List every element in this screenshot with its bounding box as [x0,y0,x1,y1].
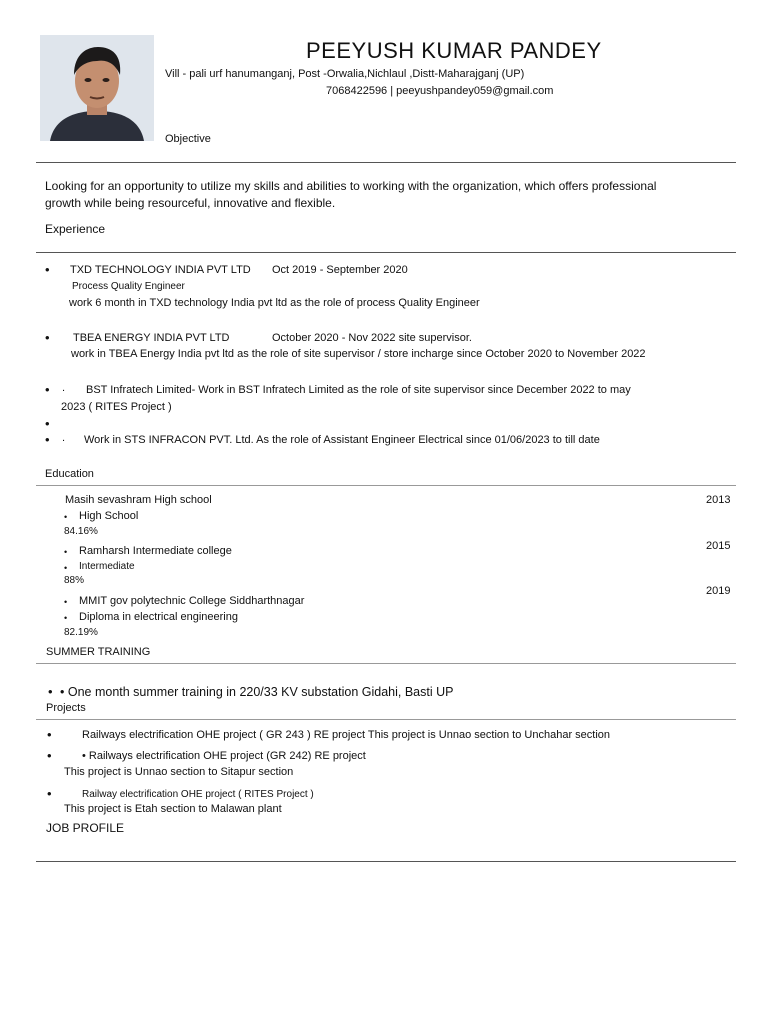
bullet-period: . [62,382,66,394]
project-3-line-1: Railway electrification OHE project ( RITES Project ) [82,789,314,800]
bullet-icon: • [45,416,50,431]
objective-line-2: growth while being resourceful, innovative and flexible. [45,196,336,210]
section-divider [36,485,736,486]
experience-role-1: Process Quality Engineer [72,281,185,292]
education-score-3: 82.19% [64,627,98,638]
training-text: • One month summer training in 220/33 KV substation Gidahi, Basti UP [60,685,454,699]
education-school-1: Masih sevashram High school [65,494,212,506]
bullet-icon: • [64,512,68,522]
job-profile-heading: JOB PROFILE [46,821,125,835]
projects-heading: Projects [46,702,86,714]
contact-info: 7068422596 | peeyushpandey059@gmail.com [326,85,554,97]
bullet-icon: • [64,597,68,607]
objective-line-1: Looking for an opportunity to utilize my skills and abilities to working with the organization, which offers professional [45,179,657,193]
section-divider [36,861,736,862]
experience-company-1: TXD TECHNOLOGY INDIA PVT LTD [70,264,251,276]
bullet-icon: • [47,748,52,763]
education-year-1: 2013 [706,494,731,506]
bullet-icon: • [45,432,50,447]
experience-heading: Experience [45,222,106,236]
project-2-line-2: This project is Unnao section to Sitapur section [64,766,294,778]
address: Vill - pali urf hanumanganj, Post -Orwalia,Nichlaul ,Distt-Maharajganj (UP) [165,68,525,80]
bullet-icon: • [45,330,50,345]
experience-desc-1: work 6 month in TXD technology India pvt ltd as the role of process Quality Engineer [69,297,480,309]
education-heading: Education [45,468,94,480]
education-level-3: Diploma in electrical engineering [79,611,238,623]
experience-desc-2: work in TBEA Energy India pvt ltd as the role of site supervisor / store incharge since October 2020 to November 2022 [71,348,646,360]
education-year-2: 2015 [706,540,731,552]
bullet-icon: • [64,547,68,557]
education-score-1: 84.16% [64,526,98,537]
project-2-line-1: • Railways electrification OHE project (GR 242) RE project [82,750,366,762]
bullet-icon: • [45,262,50,277]
objective-heading: Objective [165,133,211,145]
section-divider [36,162,736,163]
experience-item-4-line-1: Work in STS INFRACON PVT. Ltd. As the role of Assistant Engineer Electrical since 01/06/2023 to till date [84,434,600,446]
experience-period-1: Oct 2019 - September 2020 [272,264,408,276]
education-school-3: MMIT gov polytechnic College Siddharthnagar [79,595,305,607]
project-3-line-2: This project is Etah section to Malawan plant [64,803,282,815]
bullet-icon: • [47,786,52,801]
bullet-icon: • [48,684,53,699]
education-year-3: 2019 [706,585,731,597]
experience-item-3-line-1: BST Infratech Limited- Work in BST Infratech Limited as the role of site supervisor since December 2022 to may [86,384,631,396]
bullet-icon: • [47,727,52,742]
experience-item-3-line-2: 2023 ( RITES Project ) [61,401,172,413]
bullet-icon: • [64,563,68,573]
section-divider [36,719,736,720]
education-score-2: 88% [64,575,85,586]
profile-photo [40,35,154,141]
education-level-2: Intermediate [79,561,135,572]
experience-company-2: TBEA ENERGY INDIA PVT LTD [73,332,230,344]
training-heading: SUMMER TRAINING [46,646,151,658]
bullet-icon: • [45,382,50,397]
education-level-1: High School [79,510,139,522]
education-school-2: Ramharsh Intermediate college [79,545,232,557]
bullet-icon: • [64,613,68,623]
candidate-name: PEEYUSH KUMAR PANDEY [306,38,602,63]
section-divider [36,663,736,664]
bullet-period: . [62,432,66,444]
experience-period-2: October 2020 - Nov 2022 site supervisor. [272,332,472,344]
project-1-line-1: Railways electrification OHE project ( GR 243 ) RE project This project is Unnao section to Unchahar section [82,729,611,741]
section-divider [36,252,736,253]
